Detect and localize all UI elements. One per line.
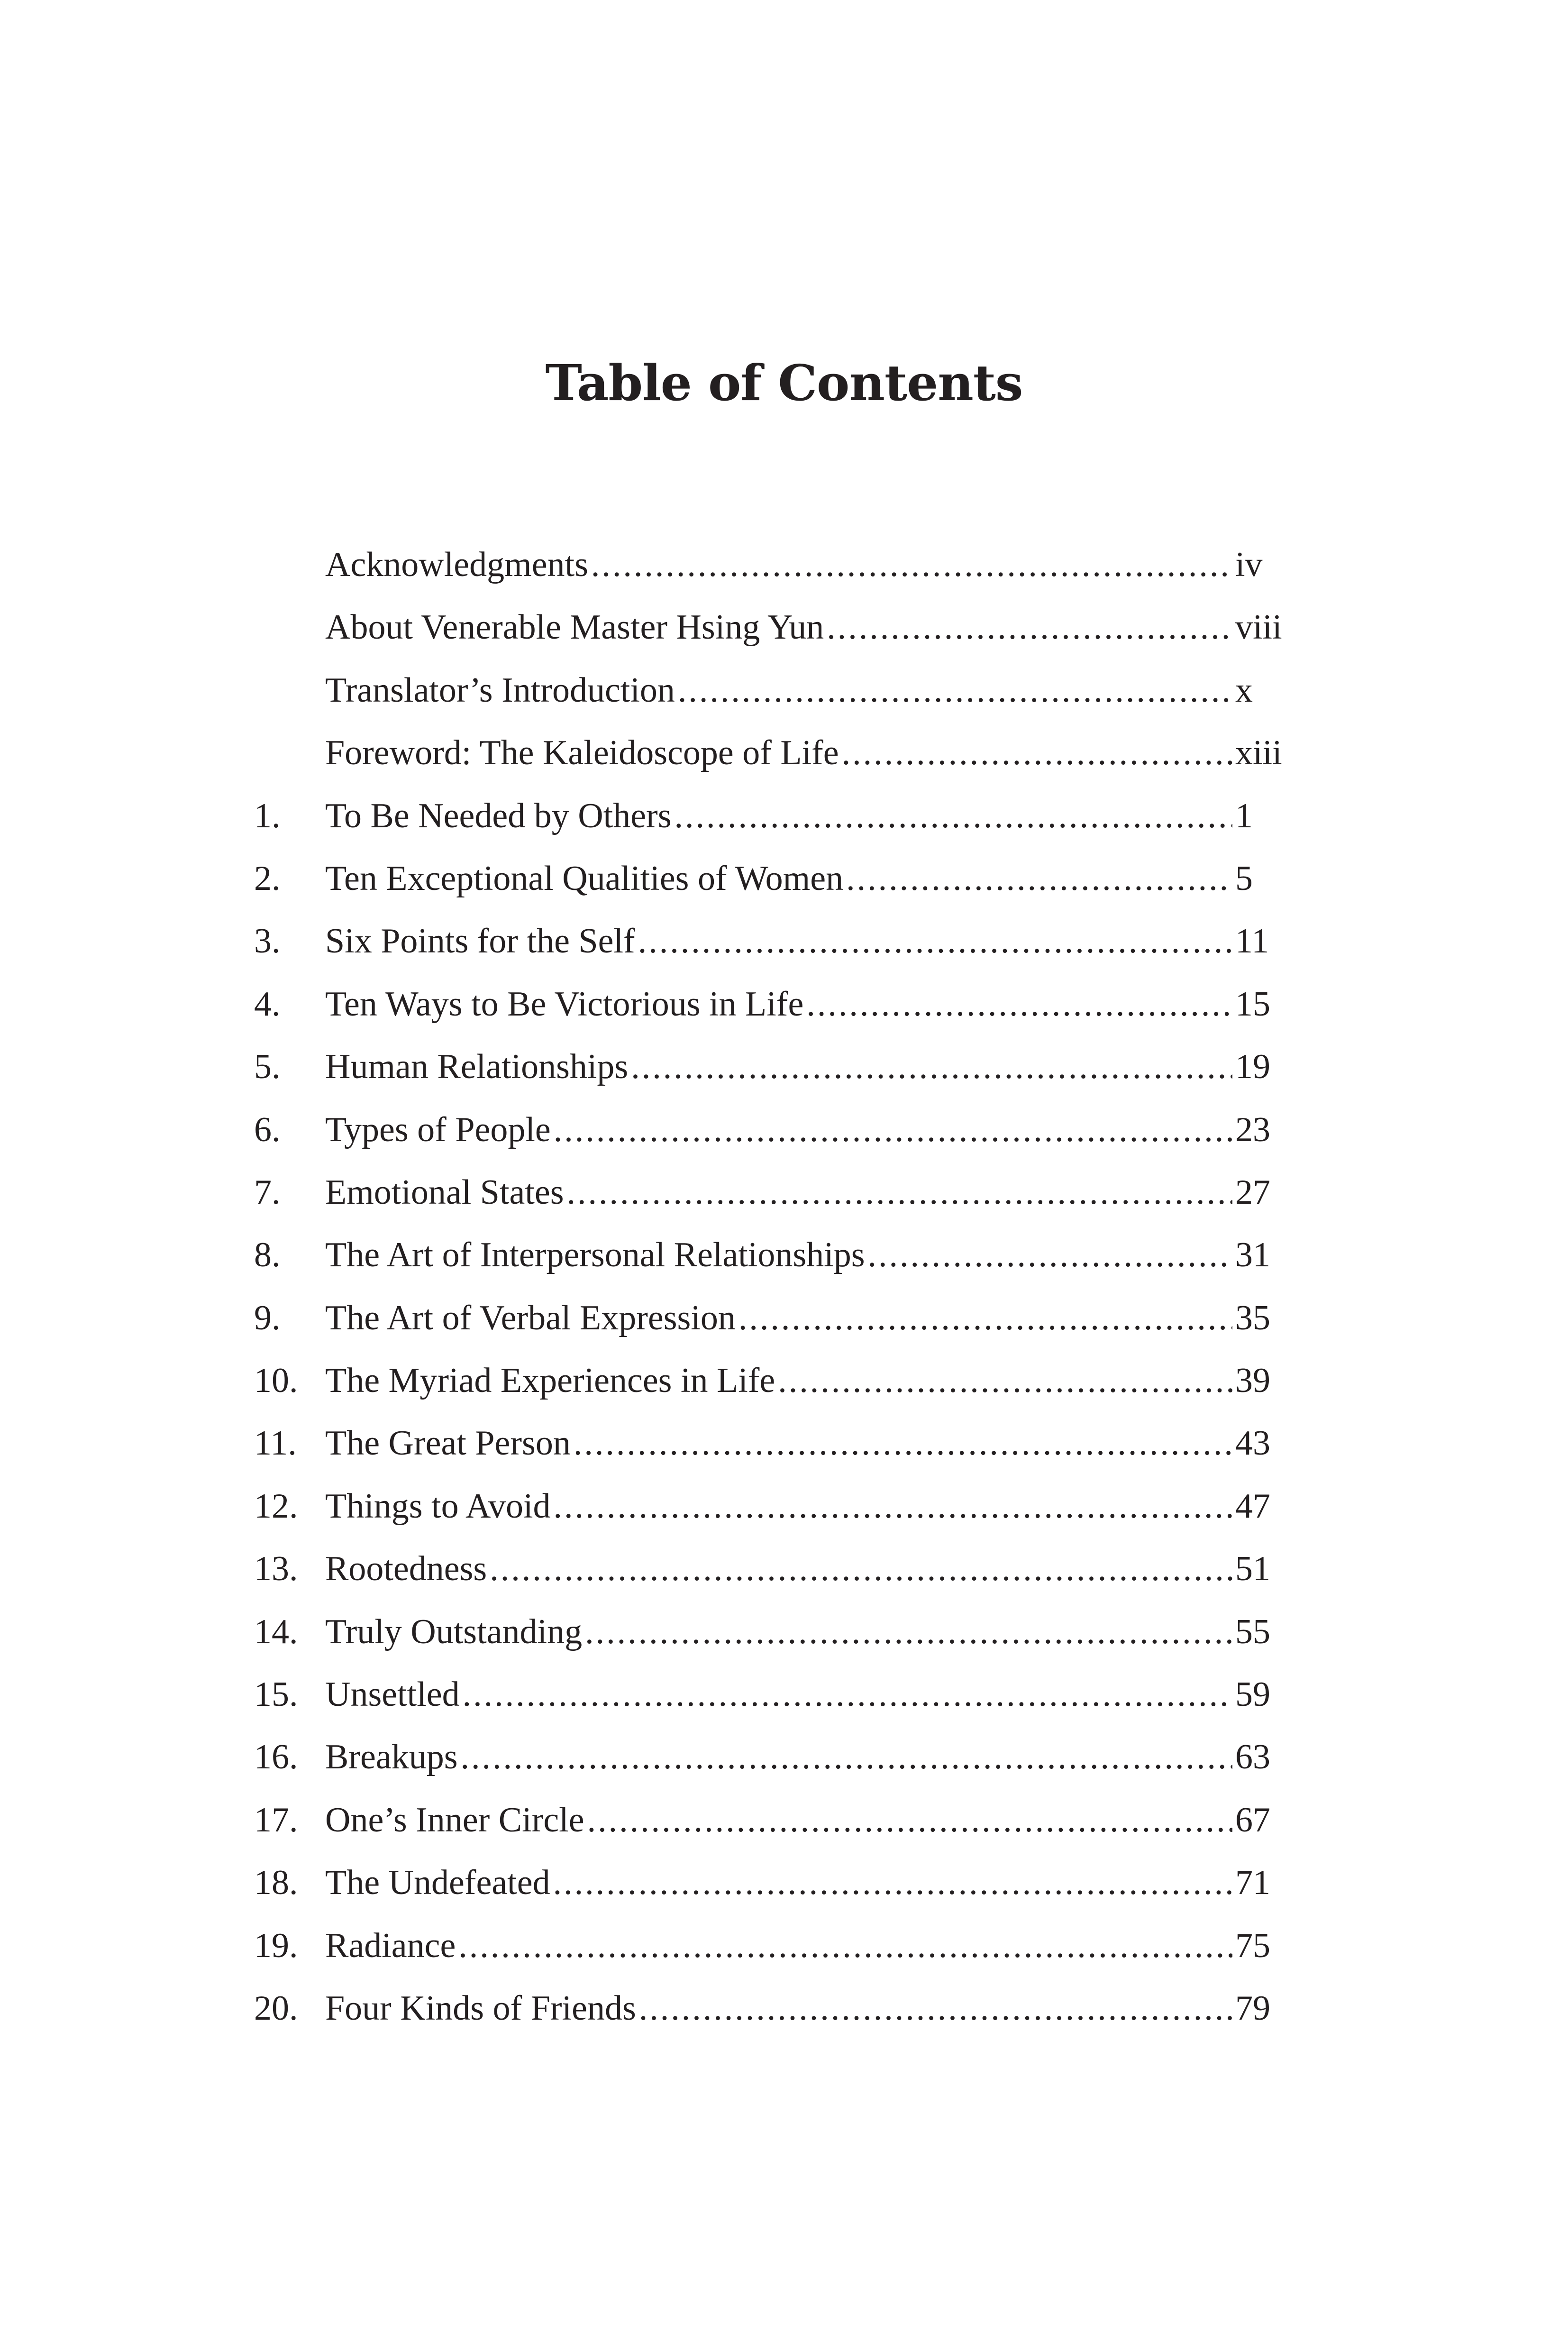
toc-entry-page-number: 35	[1235, 1298, 1270, 1337]
dot-leader	[554, 1098, 1232, 1161]
toc-entry-title: One’s Inner Circle	[325, 1800, 584, 1840]
toc-entry-line	[325, 596, 1292, 659]
toc-entry[interactable]	[0, 1851, 1568, 1914]
toc-entry-line	[325, 1475, 1292, 1537]
toc-entry-number: 19.	[254, 1926, 298, 1965]
dot-leader	[738, 1287, 1232, 1349]
toc-entry-page-number: 47	[1235, 1486, 1270, 1526]
toc-entry-title: Unsettled	[325, 1675, 460, 1714]
toc-entry[interactable]	[0, 1224, 1568, 1286]
toc-entry[interactable]	[0, 910, 1568, 972]
toc-entry-number: 7.	[254, 1172, 281, 1212]
toc-entry[interactable]	[0, 1537, 1568, 1600]
toc-entry-title: Translator’s Introduction	[325, 670, 675, 710]
toc-entry-number: 12.	[254, 1486, 298, 1526]
toc-entry[interactable]	[0, 1663, 1568, 1726]
toc-entry[interactable]	[0, 847, 1568, 910]
toc-entry-line	[325, 1726, 1292, 1788]
toc-entry-title: The Art of Verbal Expression	[325, 1298, 736, 1337]
toc-entry[interactable]	[0, 722, 1568, 784]
toc-entry-page-number: 75	[1235, 1926, 1270, 1965]
toc-entry-title: Rootedness	[325, 1549, 487, 1589]
dot-leader	[567, 1161, 1232, 1224]
toc-entry-line	[325, 785, 1292, 847]
toc-entry-title: The Art of Interpersonal Relationships	[325, 1235, 865, 1275]
toc-entry-page-number: 1	[1235, 796, 1253, 835]
toc-entry-title: Ten Ways to Be Victorious in Life	[325, 984, 804, 1024]
toc-entry-title: The Great Person	[325, 1424, 571, 1463]
toc-entry[interactable]	[0, 1601, 1568, 1663]
toc-entry[interactable]	[0, 1412, 1568, 1474]
toc-entry-page-number: 67	[1235, 1800, 1270, 1840]
toc-entry-number: 10.	[254, 1361, 298, 1400]
toc-entry-page-number: x	[1235, 670, 1253, 710]
dot-leader	[461, 1726, 1233, 1788]
toc-entry-number: 6.	[254, 1110, 281, 1149]
toc-entry-title: The Undefeated	[325, 1863, 550, 1903]
toc-entry-number: 5.	[254, 1047, 281, 1087]
dot-leader	[585, 1601, 1232, 1663]
dot-leader	[842, 722, 1232, 784]
dot-leader	[675, 785, 1233, 847]
toc-entry[interactable]	[0, 1475, 1568, 1537]
dot-leader	[490, 1537, 1232, 1600]
dot-leader	[678, 659, 1232, 722]
toc-entry-title: Truly Outstanding	[325, 1612, 583, 1651]
dot-leader	[827, 596, 1232, 659]
toc-entry[interactable]	[0, 1977, 1568, 2040]
toc-entry-title: Four Kinds of Friends	[325, 1988, 636, 2028]
toc-entry-page-number: 63	[1235, 1738, 1270, 1777]
toc-entry-page-number: xiii	[1235, 733, 1282, 773]
toc-entry-title: Six Points for the Self	[325, 922, 635, 961]
toc-entry-title: The Myriad Experiences in Life	[325, 1361, 775, 1400]
dot-leader	[639, 1977, 1232, 2040]
toc-entry-page-number: 11	[1235, 922, 1269, 961]
toc-entry[interactable]	[0, 1287, 1568, 1349]
toc-entry-number: 13.	[254, 1549, 298, 1589]
dot-leader	[553, 1851, 1232, 1914]
page-title: Table of Contents	[545, 354, 1023, 412]
toc-entry-line	[325, 1349, 1292, 1412]
toc-entry-page-number: 31	[1235, 1235, 1270, 1275]
table-of-contents	[0, 533, 1568, 2040]
toc-entry-line	[325, 659, 1292, 722]
toc-entry-title: Things to Avoid	[325, 1486, 551, 1526]
toc-entry-line	[325, 910, 1292, 972]
toc-entry-line	[325, 1663, 1292, 1726]
toc-entry-number: 14.	[254, 1612, 298, 1651]
toc-entry-page-number: 5	[1235, 859, 1253, 898]
toc-entry-page-number: 59	[1235, 1675, 1270, 1714]
toc-entry-number: 11.	[254, 1424, 297, 1463]
toc-entry-page-number: 79	[1235, 1988, 1270, 2028]
toc-entry-title: About Venerable Master Hsing Yun	[325, 608, 824, 647]
toc-entry-line	[325, 1287, 1292, 1349]
toc-entry-line	[325, 533, 1292, 596]
dot-leader	[868, 1224, 1232, 1286]
toc-entry-number: 3.	[254, 922, 281, 961]
toc-entry-line	[325, 1789, 1292, 1851]
toc-entry-title: Ten Exceptional Qualities of Women	[325, 859, 844, 898]
dot-leader	[806, 973, 1232, 1035]
toc-entry-page-number: 23	[1235, 1110, 1270, 1149]
toc-entry-line	[325, 1224, 1292, 1286]
toc-entry-number: 15.	[254, 1675, 298, 1714]
toc-entry-page-number: 43	[1235, 1424, 1270, 1463]
toc-entry-number: 17.	[254, 1800, 298, 1840]
dot-leader	[778, 1349, 1232, 1412]
toc-entry[interactable]	[0, 1035, 1568, 1098]
toc-entry-page-number: 51	[1235, 1549, 1270, 1589]
toc-entry[interactable]	[0, 1098, 1568, 1161]
dot-leader	[587, 1789, 1232, 1851]
dot-leader	[591, 533, 1232, 596]
toc-entry-number: 4.	[254, 984, 281, 1024]
toc-entry[interactable]	[0, 785, 1568, 847]
toc-entry-number: 16.	[254, 1738, 298, 1777]
toc-entry-line	[325, 722, 1292, 784]
toc-entry-title: Radiance	[325, 1926, 456, 1965]
toc-entry-title: Human Relationships	[325, 1047, 629, 1087]
dot-leader	[574, 1412, 1232, 1474]
toc-entry-number: 18.	[254, 1863, 298, 1903]
toc-entry-line	[325, 1035, 1292, 1098]
toc-entry-number: 2.	[254, 859, 281, 898]
toc-entry-line	[325, 1914, 1292, 1977]
toc-entry-line	[325, 1851, 1292, 1914]
toc-entry[interactable]	[0, 1161, 1568, 1224]
toc-entry-line	[325, 1537, 1292, 1600]
toc-entry[interactable]	[0, 1726, 1568, 1788]
dot-leader	[463, 1663, 1232, 1726]
toc-entry[interactable]	[0, 1349, 1568, 1412]
toc-entry-page-number: 19	[1235, 1047, 1270, 1087]
toc-entry[interactable]	[0, 533, 1568, 596]
toc-entry[interactable]	[0, 973, 1568, 1035]
toc-entry-page-number: iv	[1235, 545, 1263, 584]
toc-entry-line	[325, 1601, 1292, 1663]
toc-entry-title: Emotional States	[325, 1172, 564, 1212]
toc-entry-number: 9.	[254, 1298, 281, 1337]
toc-entry-title: Acknowledgments	[325, 545, 588, 584]
toc-entry-title: Types of People	[325, 1110, 551, 1149]
toc-entry-page-number: 71	[1235, 1863, 1270, 1903]
toc-entry-line	[325, 1098, 1292, 1161]
toc-entry-line	[325, 1161, 1292, 1224]
toc-entry-page-number: 55	[1235, 1612, 1270, 1651]
toc-entry[interactable]	[0, 659, 1568, 722]
dot-leader	[846, 847, 1232, 910]
toc-entry-number: 20.	[254, 1988, 298, 2028]
toc-entry-page-number: 15	[1235, 984, 1270, 1024]
toc-entry-page-number: 27	[1235, 1172, 1270, 1212]
dot-leader	[458, 1914, 1232, 1977]
toc-entry-title: Breakups	[325, 1738, 458, 1777]
dot-leader	[554, 1475, 1232, 1537]
toc-entry[interactable]	[0, 1789, 1568, 1851]
toc-entry-number: 1.	[254, 796, 281, 835]
toc-entry-line	[325, 847, 1292, 910]
toc-entry-page-number: viii	[1235, 608, 1282, 647]
toc-entry-title: To Be Needed by Others	[325, 796, 672, 835]
dot-leader	[638, 910, 1232, 972]
dot-leader	[631, 1035, 1232, 1098]
toc-entry-line	[325, 1977, 1292, 2040]
toc-entry-title: Foreword: The Kaleidoscope of Life	[325, 733, 839, 773]
toc-entry-line	[325, 973, 1292, 1035]
toc-entry[interactable]	[0, 1914, 1568, 1977]
toc-entry-line	[325, 1412, 1292, 1474]
toc-entry[interactable]	[0, 596, 1568, 659]
toc-entry-number: 8.	[254, 1235, 281, 1275]
toc-entry-page-number: 39	[1235, 1361, 1270, 1400]
